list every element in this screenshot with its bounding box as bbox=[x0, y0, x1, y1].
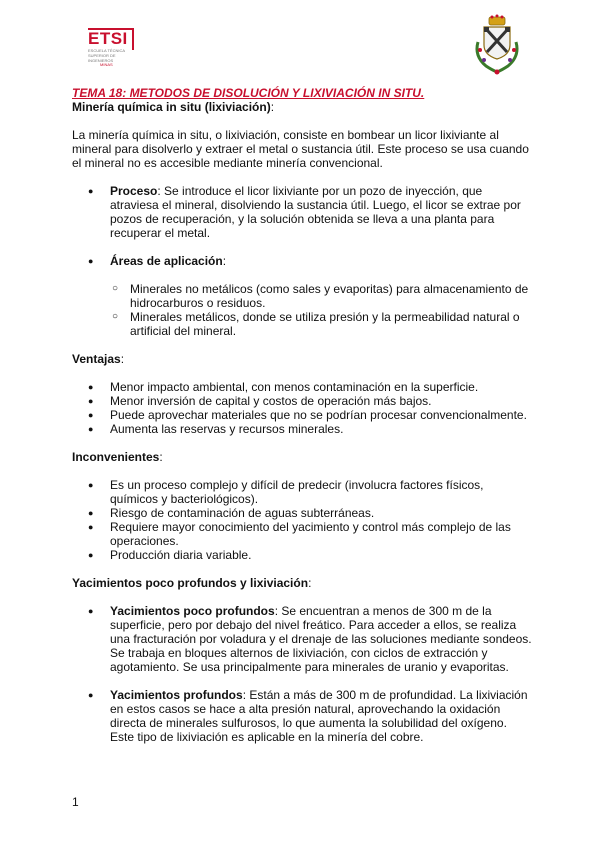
sublist-item: ○ Minerales metálicos, donde se utiliza presión y la permeabilidad natural o artificial del mineral. bbox=[72, 310, 532, 338]
areas-list bbox=[72, 254, 532, 268]
heading-label: Yacimientos poco profundos y lixiviación bbox=[72, 576, 309, 590]
list-item: ● Es un proceso complejo y difícil de predecir (involucra factores físicos, químicos y bacteriológicos). bbox=[72, 478, 532, 506]
logo-side-bar bbox=[132, 28, 134, 50]
logo-brand: ETSI bbox=[88, 29, 128, 48]
sublist-item: ○ Minerales no metálicos (como sales y evaporitas) para almacenamiento de hidrocarburos o residuos. bbox=[72, 282, 532, 310]
list-item bbox=[72, 184, 532, 240]
inconvenientes-list bbox=[72, 478, 532, 562]
bold-label: Proceso bbox=[110, 184, 158, 198]
section-heading-inconvenientes: Inconvenientes: bbox=[72, 450, 163, 464]
ventajas-list bbox=[72, 380, 532, 436]
list-item: ● Puede aprovechar materiales que no se podrían procesar convencionalmente. bbox=[72, 408, 532, 422]
intro-paragraph: La minería química in situ, o lixiviación, consiste en bombear un licor lixiviante al mineral para disolverlo y extraer el metal o sustancia útil. Este proceso se usa cuando el mineral no es accesible mediante minería convencional. bbox=[72, 128, 529, 170]
list-item bbox=[72, 688, 532, 744]
logo-tag: MINAS bbox=[100, 62, 113, 67]
heading-label: Inconvenientes bbox=[72, 450, 160, 464]
list-item: ● Producción diaria variable. bbox=[72, 548, 532, 562]
list-item bbox=[72, 604, 532, 674]
list-item: ● Áreas de aplicación: bbox=[72, 254, 532, 268]
list-item: ● Aumenta las reservas y recursos minerales. bbox=[72, 422, 532, 436]
item-text: : Están a más de 300 m de profundidad. La lixiviación en estos casos se hace a alta presión natural, aprovechando la oxidación directa de minerales sulfurosos, lo que aumenta la solubilidad del oxígeno. Este tipo de lixiviación es aplicable en la minería del cobre. bbox=[110, 688, 528, 744]
logo-subtitle: ESCUELA TÉCNICA SUPERIOR DE INGENIEROS bbox=[88, 48, 125, 63]
crest-icon bbox=[470, 14, 524, 78]
yacimientos-list bbox=[72, 604, 532, 674]
section-heading-yacimientos: Yacimientos poco profundos y lixiviación: bbox=[72, 576, 312, 590]
bold-label: Yacimientos poco profundos bbox=[110, 604, 275, 618]
heading-label: Ventajas bbox=[72, 352, 121, 366]
list-item: ● Menor impacto ambiental, con menos contaminación en la superficie. bbox=[72, 380, 532, 394]
document-content bbox=[72, 86, 532, 744]
bold-label: Yacimientos profundos bbox=[110, 688, 243, 702]
list-item: ● Riesgo de contaminación de aguas subterráneas. bbox=[72, 506, 532, 520]
page-number: 1 bbox=[72, 795, 79, 809]
page-title: TEMA 18: METODOS DE DISOLUCIÓN Y LIXIVIACIÓN IN SITU. bbox=[72, 86, 425, 100]
list-item: ● Menor inversión de capital y costos de operación más bajos. bbox=[72, 394, 532, 408]
areas-sublist bbox=[72, 282, 532, 338]
section-heading-mineria: Minería química in situ (lixiviación): bbox=[72, 100, 275, 114]
proceso-list bbox=[72, 184, 532, 240]
etsi-logo bbox=[82, 26, 142, 70]
bold-label: Áreas de aplicación bbox=[110, 254, 223, 268]
section-heading-ventajas: Ventajas: bbox=[72, 352, 125, 366]
heading-label: Minería química in situ (lixiviación) bbox=[72, 100, 271, 114]
item-text: : Se encuentran a menos de 300 m de la superficie, pero por debajo del nivel freático. Para acceder a ellos, se realiza una fracturación por voladura y el drenaje de las soluciones mediante sondeos. Se trabaja en bloques alternos de lixiviación, con ciclos de extracción y agotamiento. Se usa principalmente para minerales de uranio y evaporitas. bbox=[110, 604, 532, 674]
item-text: : Se introduce el licor lixiviante por un pozo de inyección, que atraviesa el mineral, disolviendo la sustancia útil. Luego, el licor se extrae por pozos de recuperación, y la solución obtenida se lleva a una planta para recuperar el metal. bbox=[110, 184, 521, 240]
yacimientos-list-2 bbox=[72, 688, 532, 744]
list-item: ● Requiere mayor conocimiento del yacimiento y control más complejo de las operaciones. bbox=[72, 520, 532, 548]
